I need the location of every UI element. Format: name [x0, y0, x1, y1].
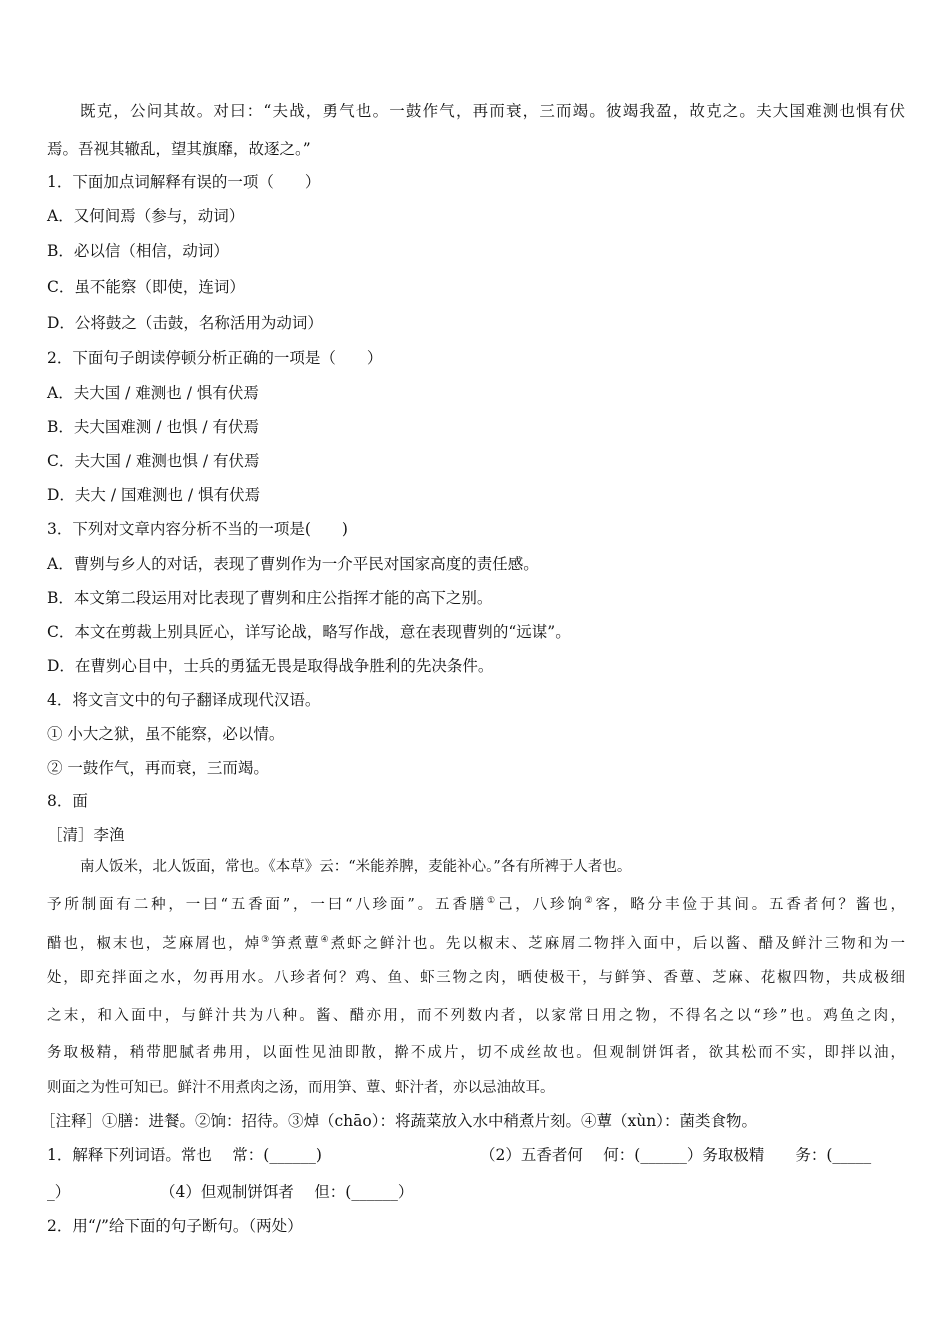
passage-line: 则面之为性可知已。鲜汁不用煮肉之汤，而用笋、蕈、虾汁者，亦以忌油故耳。	[47, 1080, 555, 1096]
option-b: B．夫大国难测 / 也惧 / 有伏焉	[47, 418, 260, 436]
question-1-part-d: （4）但观制饼饵者 但：(______）	[160, 1183, 414, 1201]
question-1-part-b: （2）五香者何 何：(______）务取极精 务：(_____	[480, 1146, 872, 1164]
option-b: B．本文第二段运用对比表现了曹刿和庄公指挥才能的高下之别。	[47, 589, 493, 607]
option-c: C．本文在剪裁上别具匠心，详写论战，略写作战，意在表现曹刿的“远谋”。	[47, 623, 571, 641]
question-1-stem: 1．下面加点词解释有误的一项（ ）	[47, 173, 321, 191]
text: 己，八珍饷	[497, 896, 585, 913]
text: 笋煮蕈	[271, 935, 321, 952]
option-c: C．虽不能察（即使，连词）	[47, 278, 245, 296]
question-4-stem: 4．将文言文中的句子翻译成现代汉语。	[47, 691, 321, 709]
option-b: B．必以信（相信，动词）	[47, 242, 229, 260]
option-d: D．夫大 / 国难测也 / 惧有伏焉	[47, 486, 261, 504]
option-d: D．在曹刿心目中，士兵的勇猛无畏是取得战争胜利的先决条件。	[47, 657, 494, 675]
note-mark: ④	[320, 935, 331, 945]
note-mark: ②	[584, 896, 596, 906]
passage-line	[47, 930, 905, 954]
passage-line: 南人饭米，北人饭面，常也。《本草》云：“米能养脾，麦能补心。”各有所裨于人者也。	[80, 859, 632, 875]
option-a: A．夫大国 / 难测也 / 惧有伏焉	[47, 384, 259, 402]
question-2-stem: 2．下面句子朗读停顿分析正确的一项是（ ）	[47, 349, 383, 367]
annotation-notes: ［注释］①膳：进餐。②饷：招待。③焯（chāo）：将蔬菜放入水中稍煮片刻。④蕈（xùn）：菌类食物。	[40, 1112, 757, 1130]
text: 醋也，椒末也，芝麻屑也，焯	[47, 935, 262, 952]
question-1-part-c: _）	[47, 1183, 71, 1201]
passage-line: 务取极精，稍带肥腻者弗用，以面性见油即散，擀不成片，切不成丝故也。但观制饼饵者，欲其松而不实，即拌以油，	[47, 1045, 905, 1061]
note-mark: ①	[487, 896, 498, 906]
passage-line: 之末，和入面中，与鲜汁共为八种。酱、醋亦用，而不列数内者，以家常日用之物，不得名之以“珍”也。鸡鱼之肉，	[47, 1008, 905, 1024]
note-mark: ③	[261, 935, 272, 945]
sentence-1: ① 小大之狱，虽不能察，必以情。	[47, 725, 285, 743]
option-a: A．又何间焉（参与，动词）	[47, 207, 245, 225]
question-3-stem: 3．下列对文章内容分析不当的一项是( )	[47, 520, 348, 538]
text: 予所制面有二种，一曰“五香面”，一曰“八珍面”。五香膳	[47, 896, 488, 913]
question-2-stem: 2．用“/”给下面的句子断句。（两处）	[47, 1217, 303, 1235]
option-c: C．夫大国 / 难测也惧 / 有伏焉	[47, 452, 260, 470]
section-number: 8．面	[47, 792, 88, 810]
passage-line: 处，即充拌面之水，勿再用水。八珍者何？鸡、鱼、虾三物之肉，晒使极干，与鲜笋、香蕈、芝麻、花椒四物，共成极细	[47, 970, 905, 986]
sentence-2: ② 一鼓作气，再而衰，三而竭。	[47, 759, 269, 777]
question-1-part-a: 1．解释下列词语。常也 常：(______)	[47, 1146, 322, 1164]
passage-line: 焉。吾视其辙乱，望其旗靡，故逐之。”	[47, 140, 311, 158]
option-a: A．曹刿与乡人的对话，表现了曹刿作为一介平民对国家高度的责任感。	[47, 555, 539, 573]
passage-line	[47, 891, 905, 915]
option-d: D．公将鼓之（击鼓，名称活用为动词）	[47, 314, 323, 332]
text: 客，略分丰俭于其间。五香者何？酱也，	[595, 896, 905, 913]
text: 煮虾之鲜汁也。先以椒末、芝麻屑二物拌入面中，后以酱、醋及鲜汁三物和为一	[330, 935, 906, 952]
author: ［清］李渔	[47, 826, 125, 844]
passage-line: 既克，公问其故。对曰：“夫战，勇气也。一鼓作气，再而衰，三而竭。彼竭我盈，故克之。夫大国难测也惧有伏	[80, 102, 905, 120]
